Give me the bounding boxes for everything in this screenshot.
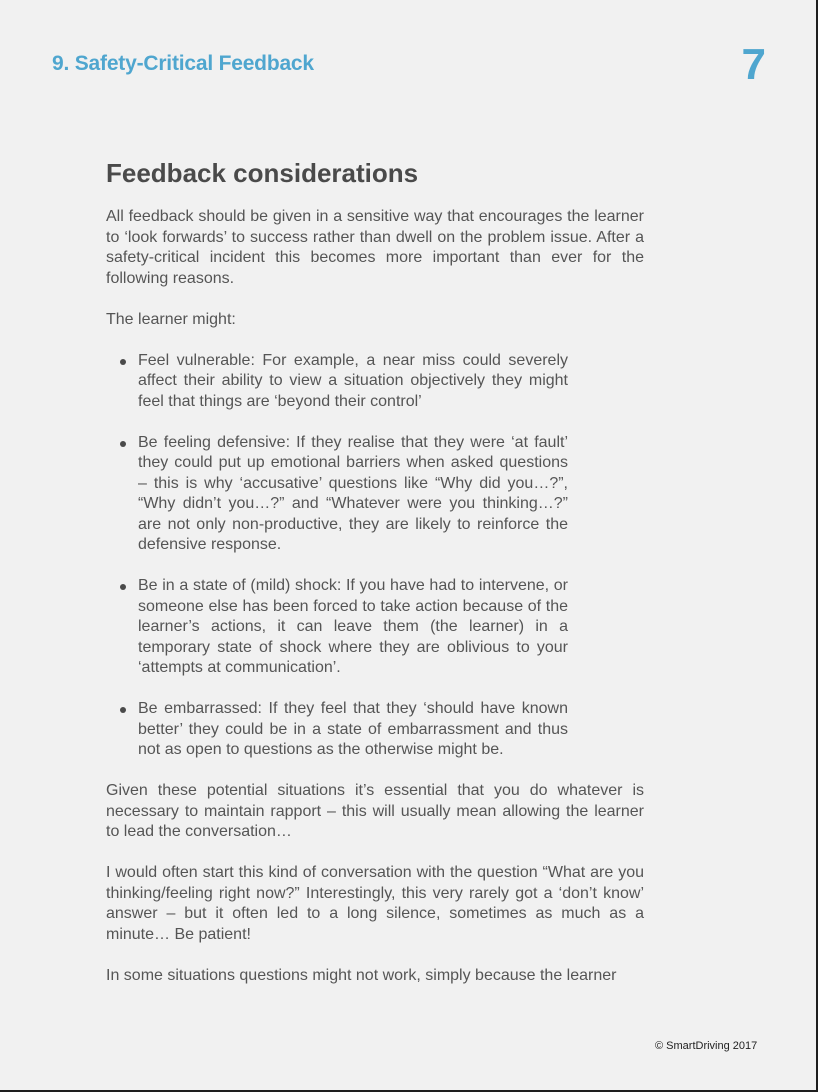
list-item <box>138 433 568 556</box>
list-item <box>138 576 568 679</box>
chapter-title: 9. Safety-Critical Feedback <box>52 52 314 75</box>
reasons-list <box>106 351 568 761</box>
bullet-icon <box>120 359 126 365</box>
copyright-footer: © SmartDriving 2017 <box>655 1040 758 1052</box>
conversation-paragraph: I would often start this kind of conversation with the question “What are you thinking/feeling right now?” Interestingly, this very rarely got a ‘don’t know’ answer – but it often led to a long silence, sometimes as much as a minute… Be patient! <box>106 864 644 943</box>
lead-in-paragraph: The learner might: <box>106 310 236 328</box>
list-item <box>138 351 568 413</box>
intro-paragraph: All feedback should be given in a sensitive way that encourages the learner to ‘look forwards’ to success rather than dwell on the problem issue. After a safety-critical incident this becomes more important than ever for the following reasons. <box>106 208 644 287</box>
questions-paragraph: In some situations questions might not work, simply because the learner <box>106 966 617 984</box>
list-item-text: Be in a state of (mild) shock: If you have had to intervene, or someone else has been forced to take action because of the learner’s actions, it can leave them (the learner) in a temporary state of shock where they are oblivious to your ‘attempts at communication’. <box>138 577 568 676</box>
page-number: 7 <box>741 40 766 89</box>
body-content <box>106 207 644 1007</box>
list-item-text: Be embarrassed: If they feel that they ‘should have known better’ they could be in a state of embarrassment and thus not as open to questions as the otherwise might be. <box>138 700 568 758</box>
list-item <box>138 699 568 761</box>
list-item-text: Feel vulnerable: For example, a near miss could severely affect their ability to view a situation objectively they might feel that things are ‘beyond their control’ <box>138 351 568 410</box>
section-heading: Feedback considerations <box>106 158 419 188</box>
bullet-icon <box>120 441 126 447</box>
rapport-paragraph: Given these potential situations it’s essential that you do whatever is necessary to maintain rapport – this will usually mean allowing the learner to lead the conversation… <box>106 782 644 840</box>
list-item-text: Be feeling defensive: If they realise that they were ‘at fault’ they could put up emotional barriers when asked questions – this is why ‘accusative’ questions like “Why did you…?”, “Why didn’t you…?” and “Whatever were you thinking…?” are not only non-productive, they are likely to reinforce the defensive response. <box>138 433 568 553</box>
bullet-icon <box>120 707 126 713</box>
bullet-icon <box>120 584 126 590</box>
